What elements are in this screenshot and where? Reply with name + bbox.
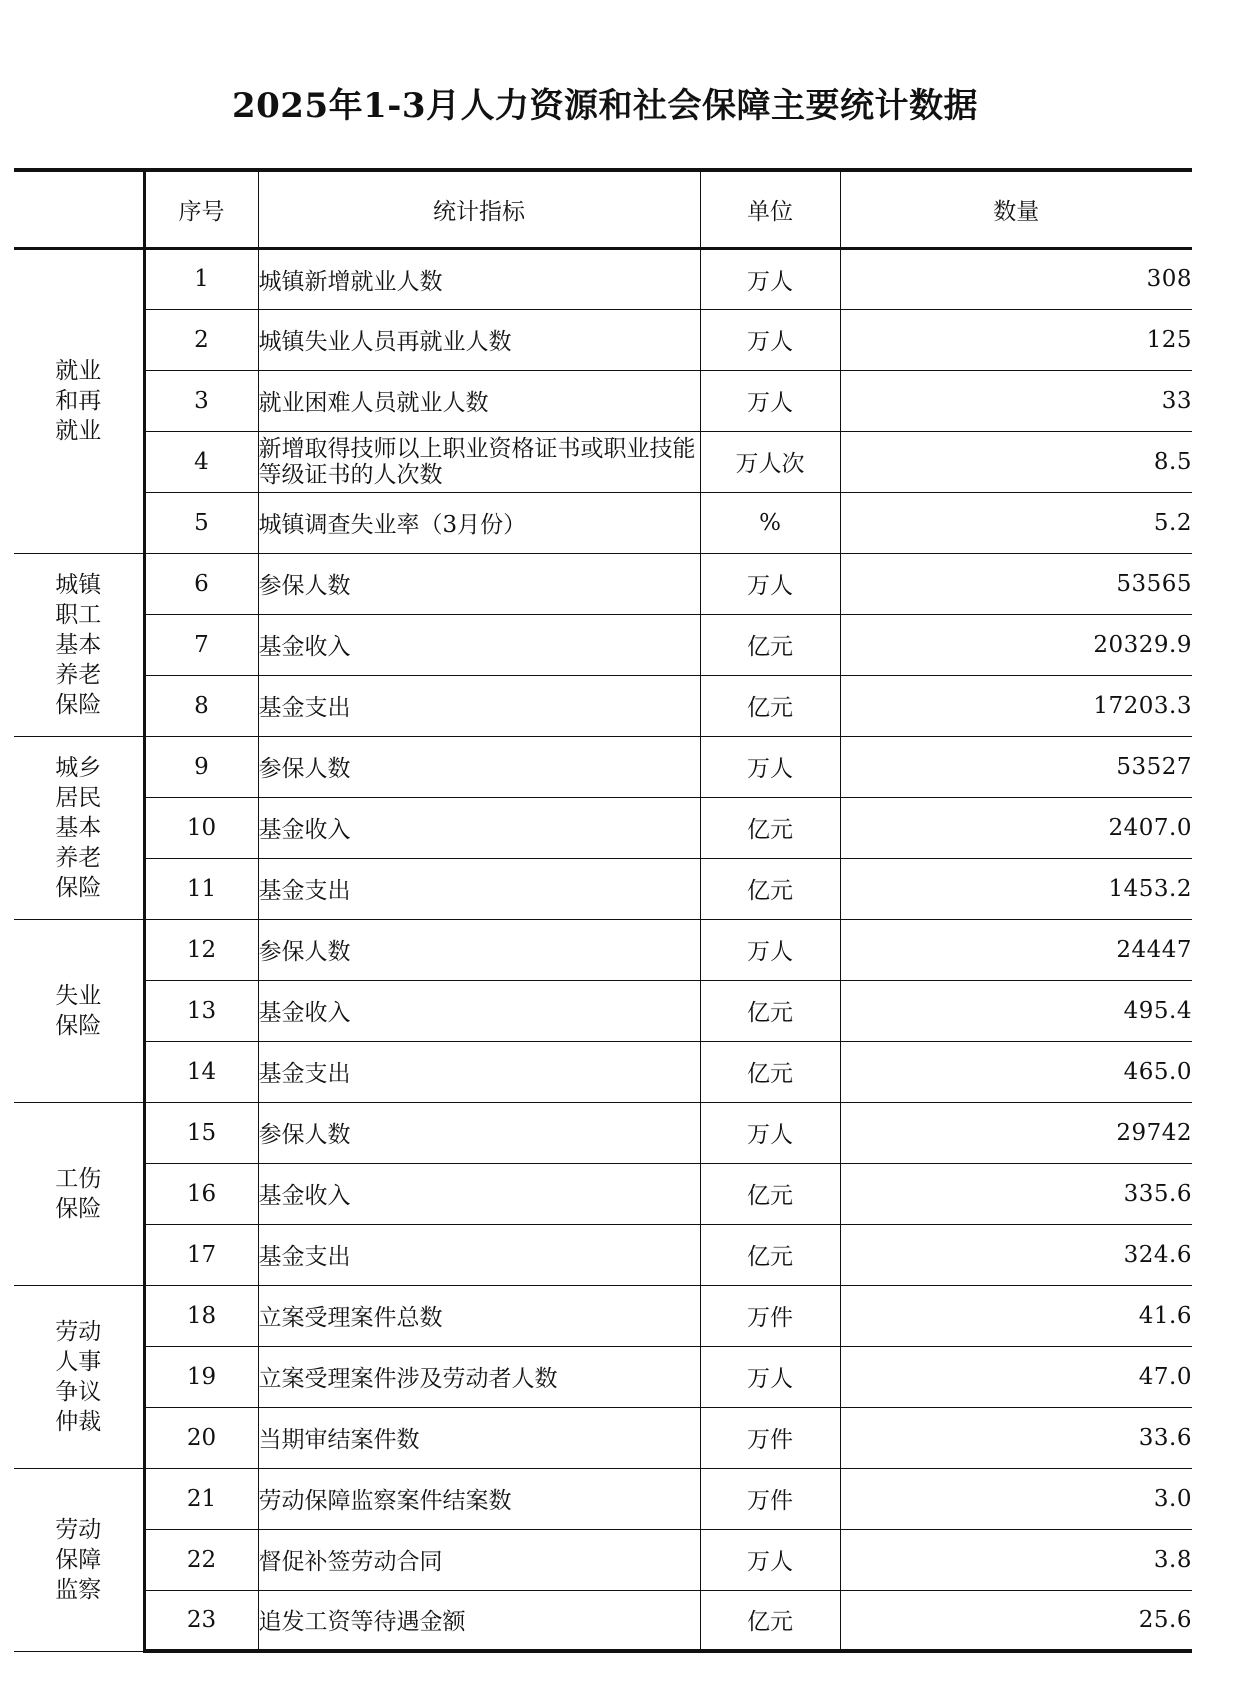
category-unemployment: 失业保险 [14, 919, 144, 1102]
row-indicator: 就业困难人员就业人数 [258, 370, 700, 431]
row-value: 33 [840, 370, 1192, 431]
row-value: 335.6 [840, 1163, 1192, 1224]
row-indicator: 基金收入 [258, 797, 700, 858]
header-category [14, 170, 144, 248]
row-unit: 亿元 [700, 1041, 840, 1102]
row-value: 465.0 [840, 1041, 1192, 1102]
row-seq: 21 [144, 1468, 258, 1529]
row-indicator: 追发工资等待遇金额 [258, 1590, 700, 1651]
row-seq: 15 [144, 1102, 258, 1163]
row-seq: 7 [144, 614, 258, 675]
row-value: 2407.0 [840, 797, 1192, 858]
row-unit: 万人 [700, 736, 840, 797]
row-unit: 亿元 [700, 980, 840, 1041]
row-unit: 亿元 [700, 675, 840, 736]
row-value: 1453.2 [840, 858, 1192, 919]
row-indicator: 城镇调查失业率（3月份） [258, 492, 700, 553]
row-seq: 17 [144, 1224, 258, 1285]
row-value: 125 [840, 309, 1192, 370]
table-row [14, 1590, 1192, 1651]
row-seq: 3 [144, 370, 258, 431]
table-row [14, 1346, 1192, 1407]
table-row [14, 1468, 1192, 1529]
row-value: 324.6 [840, 1224, 1192, 1285]
category-arbitration: 劳动人事争议仲裁 [14, 1285, 144, 1468]
header-seq: 序号 [144, 170, 258, 248]
row-unit: 万人 [700, 919, 840, 980]
row-value: 3.8 [840, 1529, 1192, 1590]
row-unit: 万人 [700, 1346, 840, 1407]
table-row [14, 980, 1192, 1041]
row-value: 20329.9 [840, 614, 1192, 675]
row-seq: 4 [144, 431, 258, 492]
table-row [14, 492, 1192, 553]
row-unit: 万件 [700, 1285, 840, 1346]
row-indicator: 参保人数 [258, 1102, 700, 1163]
row-unit: 万人 [700, 309, 840, 370]
row-indicator: 城镇失业人员再就业人数 [258, 309, 700, 370]
row-value: 308 [840, 248, 1192, 309]
row-unit: 万人 [700, 370, 840, 431]
row-unit: 亿元 [700, 797, 840, 858]
row-seq: 2 [144, 309, 258, 370]
table-row [14, 1285, 1192, 1346]
row-seq: 9 [144, 736, 258, 797]
table-row [14, 675, 1192, 736]
row-unit: 亿元 [700, 858, 840, 919]
row-indicator: 参保人数 [258, 553, 700, 614]
table-row [14, 431, 1192, 492]
category-injury: 工伤保险 [14, 1102, 144, 1285]
row-value: 29742 [840, 1102, 1192, 1163]
header-unit: 单位 [700, 170, 840, 248]
row-value: 41.6 [840, 1285, 1192, 1346]
row-seq: 20 [144, 1407, 258, 1468]
row-indicator: 劳动保障监察案件结案数 [258, 1468, 700, 1529]
statistics-table [14, 168, 1192, 1653]
table-row [14, 614, 1192, 675]
row-value: 17203.3 [840, 675, 1192, 736]
table-row [14, 553, 1192, 614]
table-header-row [14, 170, 1192, 248]
row-seq: 11 [144, 858, 258, 919]
row-unit: 万件 [700, 1468, 840, 1529]
row-seq: 14 [144, 1041, 258, 1102]
page-title: 2025年1-3月人力资源和社会保障主要统计数据 [231, 86, 979, 126]
row-unit: 亿元 [700, 1224, 840, 1285]
row-value: 53565 [840, 553, 1192, 614]
row-seq: 10 [144, 797, 258, 858]
row-indicator: 城镇新增就业人数 [258, 248, 700, 309]
table-row [14, 797, 1192, 858]
row-seq: 23 [144, 1590, 258, 1651]
row-value: 8.5 [840, 431, 1192, 492]
table-row [14, 248, 1192, 309]
row-unit: 万人 [700, 1529, 840, 1590]
row-value: 24447 [840, 919, 1192, 980]
row-indicator: 参保人数 [258, 736, 700, 797]
row-indicator: 新增取得技师以上职业资格证书或职业技能等级证书的人次数 [258, 431, 700, 492]
row-unit: 亿元 [700, 1163, 840, 1224]
row-seq: 6 [144, 553, 258, 614]
table-row [14, 736, 1192, 797]
table-row [14, 919, 1192, 980]
row-value: 3.0 [840, 1468, 1192, 1529]
table-row [14, 1224, 1192, 1285]
row-unit: 亿元 [700, 614, 840, 675]
row-seq: 8 [144, 675, 258, 736]
row-indicator: 当期审结案件数 [258, 1407, 700, 1468]
row-value: 5.2 [840, 492, 1192, 553]
row-unit: 万件 [700, 1407, 840, 1468]
header-value: 数量 [840, 170, 1192, 248]
row-indicator: 基金支出 [258, 1224, 700, 1285]
row-indicator: 基金支出 [258, 858, 700, 919]
row-seq: 1 [144, 248, 258, 309]
row-indicator: 督促补签劳动合同 [258, 1529, 700, 1590]
category-urban-pension: 城镇职工基本养老保险 [14, 553, 144, 736]
row-indicator: 基金支出 [258, 675, 700, 736]
row-unit: 万人次 [700, 431, 840, 492]
row-indicator: 立案受理案件涉及劳动者人数 [258, 1346, 700, 1407]
row-value: 495.4 [840, 980, 1192, 1041]
row-indicator: 基金收入 [258, 1163, 700, 1224]
row-indicator: 基金支出 [258, 1041, 700, 1102]
table-row [14, 1163, 1192, 1224]
row-seq: 22 [144, 1529, 258, 1590]
table-row [14, 370, 1192, 431]
row-indicator: 基金收入 [258, 614, 700, 675]
row-seq: 13 [144, 980, 258, 1041]
row-unit: 万人 [700, 553, 840, 614]
row-seq: 16 [144, 1163, 258, 1224]
row-unit: 万人 [700, 248, 840, 309]
row-seq: 5 [144, 492, 258, 553]
row-value: 47.0 [840, 1346, 1192, 1407]
table-row [14, 1102, 1192, 1163]
header-indicator: 统计指标 [258, 170, 700, 248]
row-unit: % [700, 492, 840, 553]
row-unit: 万人 [700, 1102, 840, 1163]
row-value: 33.6 [840, 1407, 1192, 1468]
category-rural-pension: 城乡居民基本养老保险 [14, 736, 144, 919]
row-seq: 12 [144, 919, 258, 980]
row-unit: 亿元 [700, 1590, 840, 1651]
row-seq: 19 [144, 1346, 258, 1407]
table-row [14, 309, 1192, 370]
table-row [14, 1041, 1192, 1102]
table-row [14, 1529, 1192, 1590]
category-inspection: 劳动保障监察 [14, 1468, 144, 1651]
category-employment: 就业和再就业 [14, 248, 144, 553]
row-value: 25.6 [840, 1590, 1192, 1651]
row-seq: 18 [144, 1285, 258, 1346]
table-row [14, 1407, 1192, 1468]
row-indicator: 立案受理案件总数 [258, 1285, 700, 1346]
row-value: 53527 [840, 736, 1192, 797]
table-row [14, 858, 1192, 919]
row-indicator: 参保人数 [258, 919, 700, 980]
row-indicator: 基金收入 [258, 980, 700, 1041]
